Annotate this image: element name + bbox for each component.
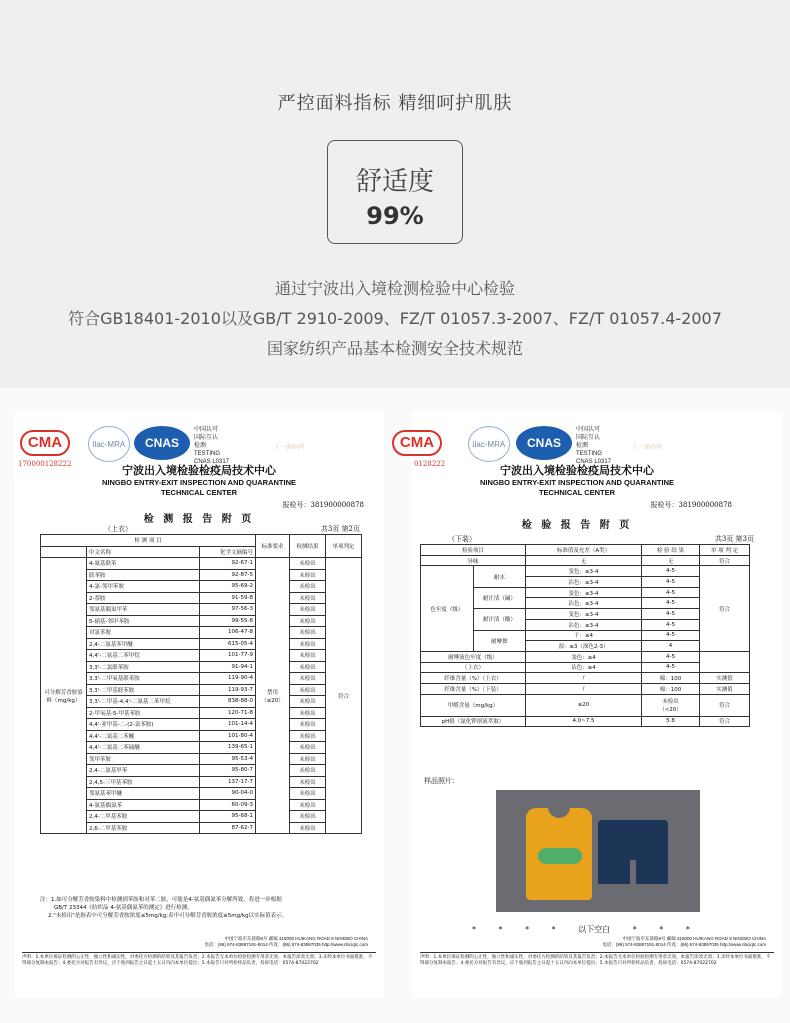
test-result: 未检出: [290, 592, 326, 604]
crocodile-print-icon: [538, 848, 582, 864]
test-result: 未检出: [290, 615, 326, 627]
report-title: 检 测 报 告 附 页: [143, 514, 255, 525]
note-2: GB/T 23344《纺织品 4-氨基偶氮苯的测定》进行检测。: [54, 905, 193, 911]
table-row: [41, 719, 362, 731]
comfort-stat-box: [327, 140, 463, 244]
footer-notes: 声明：1.本单位保证检测的公正性，独立性和诚实性，对委托方检测的结果及其报告负责；2.本报告无本单位检验检测专用章无效，本报告涂改无效；3.未经本单位书面批准，不得部分复制本报告；4.委托方对报告有异议，应于收到报告之日起十五日内向本单位提出；5.本报告只对所检样品负责，投诉电话：0574-87022702: [420, 952, 774, 967]
test-result: 未检出: [290, 650, 326, 662]
table-row: [41, 742, 362, 754]
report-sheet-bottom: [399, 412, 782, 997]
test-result: 未检出: [290, 811, 326, 823]
category-label: 可分解芳香胺染料（mg/kg）: [41, 558, 87, 834]
table-row: [41, 673, 362, 685]
colorfastness-label: 色牢度（级）: [421, 566, 474, 652]
table-row: [41, 753, 362, 765]
banner-headline: 严控面料指标 精细呵护肌肤: [277, 93, 513, 114]
ilac-mra-logo: ilac-MRA: [468, 426, 510, 462]
ph-row: pH值（氯化钾溶液萃取） 4.0~7.5 5.8 符合: [421, 716, 750, 727]
chemical-name: 邻甲苯胺: [87, 753, 200, 765]
chemical-name: 5-硝基-邻甲苯胺: [87, 615, 200, 627]
test-result: 未检出: [290, 742, 326, 754]
center-name-en: NINGBO ENTRY-EXIT INSPECTION AND QUARANTINE: [479, 478, 675, 487]
cas-number: 119-93-7: [200, 684, 256, 696]
table-row: [41, 707, 362, 719]
test-result: 未检出: [290, 696, 326, 708]
chemical-name: 3,3'-二甲氧基联苯胺: [87, 673, 200, 685]
formaldehyde-row: 甲醛含量（mg/kg） ≤20 未检出 （<20） 符合: [421, 694, 750, 716]
page-number: 共3页 第2页: [320, 525, 360, 533]
chemical-name: 2,6-二甲基苯胺: [87, 822, 200, 834]
header-cn-name: 中文名称: [87, 546, 200, 558]
cas-number: 106-47-8: [200, 627, 256, 639]
end-marker: * * * * 以下空白 * * *: [472, 925, 690, 934]
ilac-mra-logo: ilac-MRA: [88, 426, 130, 462]
quality-test-table: 检验项目 标准值及允差（A类） 检 验 结 果 单 项 判 定 异味 无 无 符合 色牢度（级） 耐水 变色：≥3-4 4-5 符合 沾色：≥3-4 4-5 耐汗渍（碱） 变色：≥3-4 4-5 沾色：≥3-4 4-5 耐汗渍（酸） 变色：≥3-4 4-5 沾色：≥3-4 4-5 耐摩擦 干：≥4 4-5 湿：≥3（深色2-3） 4 耐唾液色牢度（级） 变色：≥4 4-5 （上衣） 沾色：≥4 4-5 纤维含量（%）（上衣） / 棉：100 实测值 纤维含量（%）（下装） / 棉：100 实测值 甲醛含量（mg/kg） ≤20 未检出 （<20） 符合 pH值（氯化钾溶液萃取） 4.0~7.5 5.8 符合: [420, 544, 750, 727]
cas-number: 615-05-4: [200, 638, 256, 650]
reports-area: [0, 388, 790, 1023]
center-name-en: NINGBO ENTRY-EXIT INSPECTION AND QUARANTINE: [101, 478, 297, 487]
chemical-name: 3,3'-二甲基-4,4'-二氨基二苯甲烷: [87, 696, 200, 708]
chemical-name: 2,4,5-三甲基苯胺: [87, 776, 200, 788]
test-result: 未检出: [290, 581, 326, 593]
table-row: [41, 799, 362, 811]
cnas-logo: CNAS: [516, 426, 572, 460]
test-result: 未检出: [290, 569, 326, 581]
cas-number: 99-55-8: [200, 615, 256, 627]
header-item: 检验项目: [421, 545, 526, 556]
watermark: 上一源码网: [632, 444, 663, 451]
test-result: 未检出: [290, 799, 326, 811]
chemical-name: 4-氨基偶氮苯: [87, 799, 200, 811]
cas-number: 137-17-7: [200, 776, 256, 788]
table-row: [41, 788, 362, 800]
cma-logo: CMA: [392, 430, 442, 456]
footer-notes: 声明：1.本单位保证检测的公正性，独立性和诚实性，对委托方检测的结果及其报告负责；2.本报告无本单位检验检测专用章无效，本报告涂改无效；3.未经本单位书面批准，不得部分复制本报告；4.委托方对报告有异议，应于收到报告之日起十五日内向本单位提出；5.本报告只对所检样品负责，投诉电话：0574-87022702: [22, 952, 376, 967]
header-result: 检 验 结 果: [642, 545, 700, 556]
cnas-logo: CNAS: [134, 426, 190, 460]
cas-number: 120-71-8: [200, 707, 256, 719]
table-row: [41, 765, 362, 777]
chemical-name: 4,4'-二氨基二苯硫醚: [87, 742, 200, 754]
shorts-image: [598, 820, 668, 884]
safety-spec-line: 国家纺织产品基本检测安全技术规范: [266, 339, 523, 358]
chemical-name: 2-萘胺: [87, 592, 200, 604]
odor-row: 异味 无 无 符合: [421, 555, 750, 566]
header-cas: 化学文摘编号: [200, 546, 256, 558]
watermark: 上一源码网: [274, 444, 305, 451]
table-row: [41, 730, 362, 742]
cas-number: 139-65-1: [200, 742, 256, 754]
group-sweat-alkali: 耐汗渍（碱）: [473, 587, 525, 608]
amine-test-table: [40, 534, 362, 834]
test-result: 未检出: [290, 638, 326, 650]
report-number: 报检号：381900000878: [282, 501, 364, 509]
table-row: [41, 569, 362, 581]
inspection-line: 通过宁波出入境检测检验中心检验: [274, 279, 515, 298]
footer-address: 中国宁波市东晨路8号 邮编 315000 HUIKANG ROAD 8 NINGBO CHINA 电话：(86) 574-83897191-8014 传真：(86) 574-83897035 http://www.nbciqtc.com: [602, 936, 766, 947]
test-result: 未检出: [290, 627, 326, 639]
table-row: [41, 592, 362, 604]
group-water: 耐水: [473, 566, 525, 587]
center-name-cn: 宁波出入境检验检疫局技术中心: [122, 464, 276, 477]
cas-number: 119-90-4: [200, 673, 256, 685]
table-row: [41, 650, 362, 662]
test-result: 未检出: [290, 719, 326, 731]
cas-number: 91-94-1: [200, 661, 256, 673]
cma-number: 170000128222: [18, 460, 72, 468]
test-result: 未检出: [290, 673, 326, 685]
judgement: 符合: [326, 558, 362, 834]
cnas-info: 中国认可 国际互认 检测 TESTING CNAS L0317: [576, 427, 612, 465]
report-title: 检 验 报 告 附 页: [521, 520, 633, 531]
comfort-value: 99%: [366, 202, 424, 230]
cas-number: 90-04-0: [200, 788, 256, 800]
fiber-row-bottom: 纤维含量（%）（下装） / 棉：100 实测值: [421, 683, 750, 694]
table-row: [41, 684, 362, 696]
note-1: 注：1.如可分解芳香胺染料中检测到苯胺和对苯二胺，可能是4-氨基偶氮苯分解所致，将进一步根据: [40, 897, 282, 903]
table-row: [41, 558, 362, 570]
chemical-name: 2,4-二甲基苯胺: [87, 811, 200, 823]
chemical-name: 3,3'-二甲基联苯胺: [87, 684, 200, 696]
table-row: [41, 696, 362, 708]
test-result: 未检出: [290, 684, 326, 696]
table-row: [41, 638, 362, 650]
table-row: [41, 627, 362, 639]
chemical-name: 4-氨基联苯: [87, 558, 200, 570]
table-row: [41, 776, 362, 788]
cas-number: 95-69-2: [200, 581, 256, 593]
report-sheet-top: [14, 412, 384, 997]
header-result: 检测结果: [290, 535, 326, 558]
header-judgement: 单 项 判 定: [700, 545, 750, 556]
saliva-label: 耐唾液色牢度（级）: [421, 651, 526, 662]
cas-number: 95-80-7: [200, 765, 256, 777]
cas-number: 91-59-8: [200, 592, 256, 604]
test-result: 未检出: [290, 604, 326, 616]
group-rubbing: 耐摩擦: [473, 630, 525, 651]
cas-number: 60-09-3: [200, 799, 256, 811]
standards-line: 符合GB18401-2010以及GB/T 2910-2009、FZ/T 01057.3-2007、FZ/T 01057.4-2007: [68, 309, 722, 328]
test-result: 未检出: [290, 776, 326, 788]
cas-number: 101-14-4: [200, 719, 256, 731]
center-name-en-2: TECHNICAL CENTER: [538, 488, 616, 497]
cas-number: 97-56-3: [200, 604, 256, 616]
test-result: 未检出: [290, 753, 326, 765]
cas-number: 838-88-0: [200, 696, 256, 708]
table-row: [41, 604, 362, 616]
saliva-part: （上衣）: [421, 662, 526, 673]
test-result: 未检出: [290, 707, 326, 719]
test-result: 未检出: [290, 661, 326, 673]
banner: [0, 0, 790, 388]
cas-number: 92-87-5: [200, 569, 256, 581]
header-judgement: 单项判定: [326, 535, 362, 558]
table-row: [41, 615, 362, 627]
center-name-en-2: TECHNICAL CENTER: [160, 488, 238, 497]
note-3: 2."未检出"是指表中可分解芳香胺浓度≤5mg/kg;表中可分解芳香胺浓度≥5mg/kg以实际值表示。: [48, 913, 288, 919]
chemical-name: 4,4'-二氨基二苯甲烷: [87, 650, 200, 662]
chemical-name: 4,4'-二氨基二苯醚: [87, 730, 200, 742]
report-number: 报检号：381900000878: [650, 501, 732, 509]
chemical-name: 联苯胺: [87, 569, 200, 581]
test-result: 未检出: [290, 730, 326, 742]
test-result: 未检出: [290, 788, 326, 800]
table-row: [41, 822, 362, 834]
chemical-name: 邻氨基苯甲醚: [87, 788, 200, 800]
cma-logo: CMA: [20, 430, 70, 456]
part-label: （上衣）: [104, 525, 132, 533]
test-result: 未检出: [290, 822, 326, 834]
chemical-name: 2,4-二氨基苯甲醚: [87, 638, 200, 650]
chemical-name: 4-氯-邻甲苯胺: [87, 581, 200, 593]
sample-photo: [496, 790, 700, 912]
table-row: [41, 811, 362, 823]
chemical-name: 邻氨基偶氮甲苯: [87, 604, 200, 616]
cas-number: 87-62-7: [200, 822, 256, 834]
center-name-cn: 宁波出入境检验检疫局技术中心: [500, 464, 654, 477]
logo-row: [399, 422, 782, 468]
cas-number: 92-67-1: [200, 558, 256, 570]
header-standard: 标准值及允差（A类）: [526, 545, 642, 556]
header-item: 检 测 项 目: [41, 535, 256, 547]
comfort-label: 舒适度: [355, 167, 434, 197]
part-label: （下装）: [448, 535, 476, 543]
group-sweat-acid: 耐汗渍（酸）: [473, 609, 525, 630]
footer-address: 中国宁波市东晨路8号 邮编 315000 HUIKANG ROAD 8 NINGBO CHINA 电话：(86) 574-83897191-8014 传真：(86) 574-83897035 http://www.nbciqtc.com: [204, 936, 368, 947]
header-standard: 标准要求: [256, 535, 290, 558]
test-result: 未检出: [290, 558, 326, 570]
chemical-name: 对氯苯胺: [87, 627, 200, 639]
cma-number: 0128222: [414, 460, 446, 468]
table-row: [41, 661, 362, 673]
photo-label: 样品照片：: [424, 777, 459, 785]
cnas-info: 中国认可 国际互认 检测 TESTING CNAS L0317: [194, 427, 230, 465]
standard-value: 禁用（≤20）: [256, 558, 290, 834]
chemical-name: 2-甲氧基-5-甲基苯胺: [87, 707, 200, 719]
page-number: 共3页 第3页: [714, 535, 754, 543]
logo-row: [14, 422, 384, 468]
shirt-image: [526, 808, 592, 900]
cas-number: 101-80-4: [200, 730, 256, 742]
table-row: [41, 581, 362, 593]
cas-number: 101-77-9: [200, 650, 256, 662]
chemical-name: 4,4'-亚甲基-二-(2-氯苯胺): [87, 719, 200, 731]
cas-number: 95-68-1: [200, 811, 256, 823]
chemical-name: 3,3'-二氯联苯胺: [87, 661, 200, 673]
colorfastness-judge: 符合: [700, 566, 750, 652]
test-result: 未检出: [290, 765, 326, 777]
fiber-row-top: 纤维含量（%）（上衣） / 棉：100 实测值: [421, 673, 750, 684]
chemical-name: 2,4-二氨基甲苯: [87, 765, 200, 777]
cas-number: 95-53-4: [200, 753, 256, 765]
